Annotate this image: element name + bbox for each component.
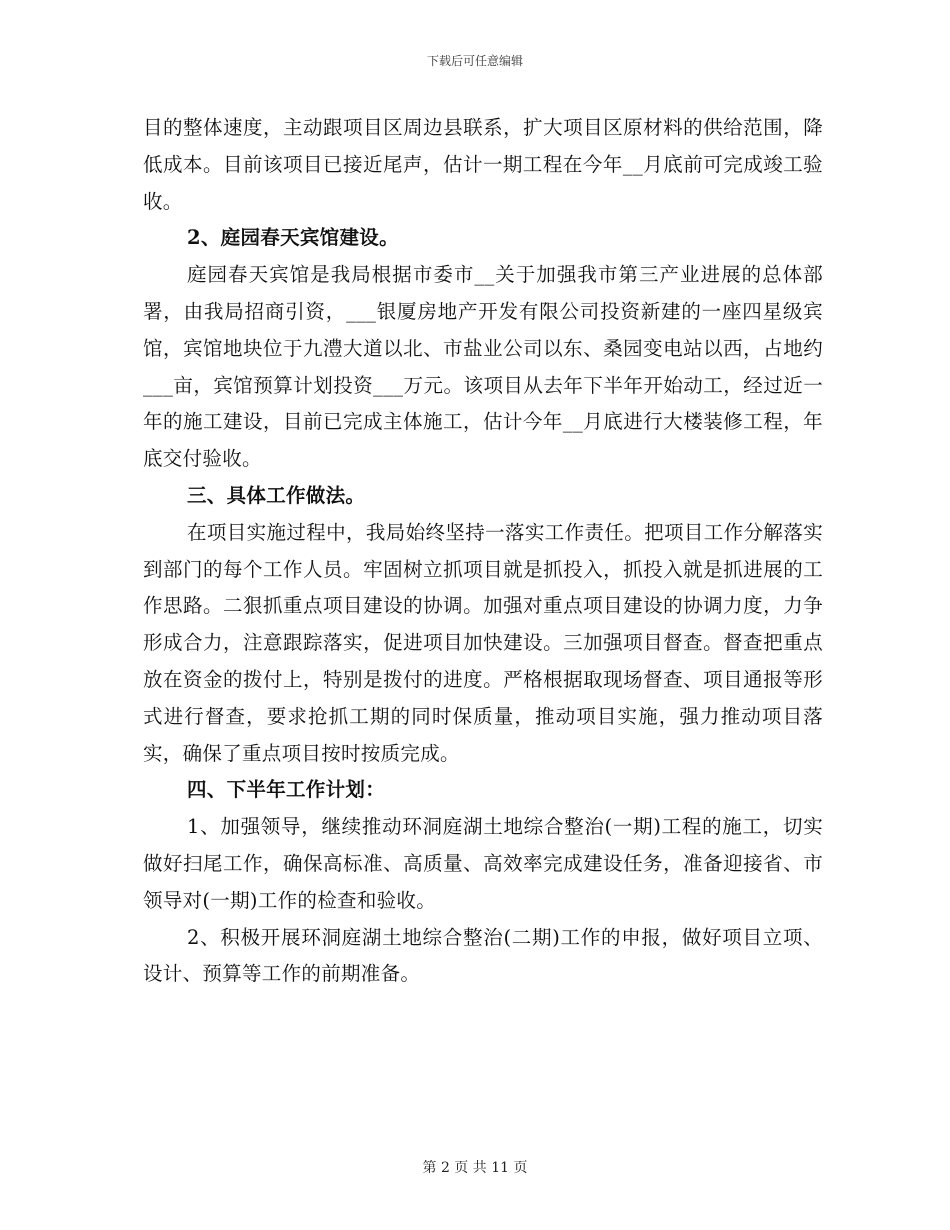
heading-hotel-construction: 2、庭园春天宾馆建设。 xyxy=(187,226,399,250)
paragraph-plan-item-1: 1、加强领导，继续推动环洞庭湖土地综合整治(一期)工程的施工，切实做好扫尾工作，确保高标准、高质量、高效率完成建设任务，准备迎接省、市领导对(一期)工作的检查和验收。 xyxy=(143,815,823,912)
paragraph-project-progress: 目的整体速度，主动跟项目区周边县联系，扩大项目区原材料的供给范围，降低成本。目前该项目已接近尾声，估计一期工程在今年__月底前可完成竣工验收。 xyxy=(143,116,823,213)
page-header-note: 下载后可任意编辑 xyxy=(426,54,523,68)
paragraph-work-methods: 在项目实施过程中，我局始终坚持一落实工作责任。把项目工作分解落实到部门的每个工作人员。牢固树立抓项目就是抓投入，抓投入就是抓进展的工作思路。二狠抓重点项目建设的协调。加强对重点项目建设的协调力度，力争形成合力，注意跟踪落实，促进项目加快建设。三加强项目督查。督查把重点放在资金的拨付上，特别是拨付的进度。严格根据取现场督查、项目通报等形式进行督查，要求抢抓工期的同时保质量，推动项目实施，强力推动项目落实，确保了重点项目按时按质完成。 xyxy=(143,520,823,765)
heading-second-half-plan: 四、下半年工作计划： xyxy=(187,778,386,802)
page-number: 第 2 页 共 11 页 xyxy=(422,1160,528,1176)
paragraph-hotel-details: 庭园春天宾馆是我局根据市委市__关于加强我市第三产业进展的总体部署，由我局招商引资，___银厦房地产开发有限公司投资新建的一座四星级宾馆，宾馆地块位于九澧大道以北、市盐业公司以东、桑园变电站以西，占地约___亩，宾馆预算计划投资___万元。该项目从去年下半年开始动工，经过近一年的施工建设，目前已完成主体施工，估计今年__月底进行大楼装修工程，年底交付验收。 xyxy=(143,263,823,471)
paragraph-plan-item-2: 2、积极开展环洞庭湖土地综合整治(二期)工作的申报，做好项目立项、设计、预算等工作的前期准备。 xyxy=(143,925,823,986)
document-body xyxy=(143,110,823,993)
heading-work-methods: 三、具体工作做法。 xyxy=(187,483,366,507)
